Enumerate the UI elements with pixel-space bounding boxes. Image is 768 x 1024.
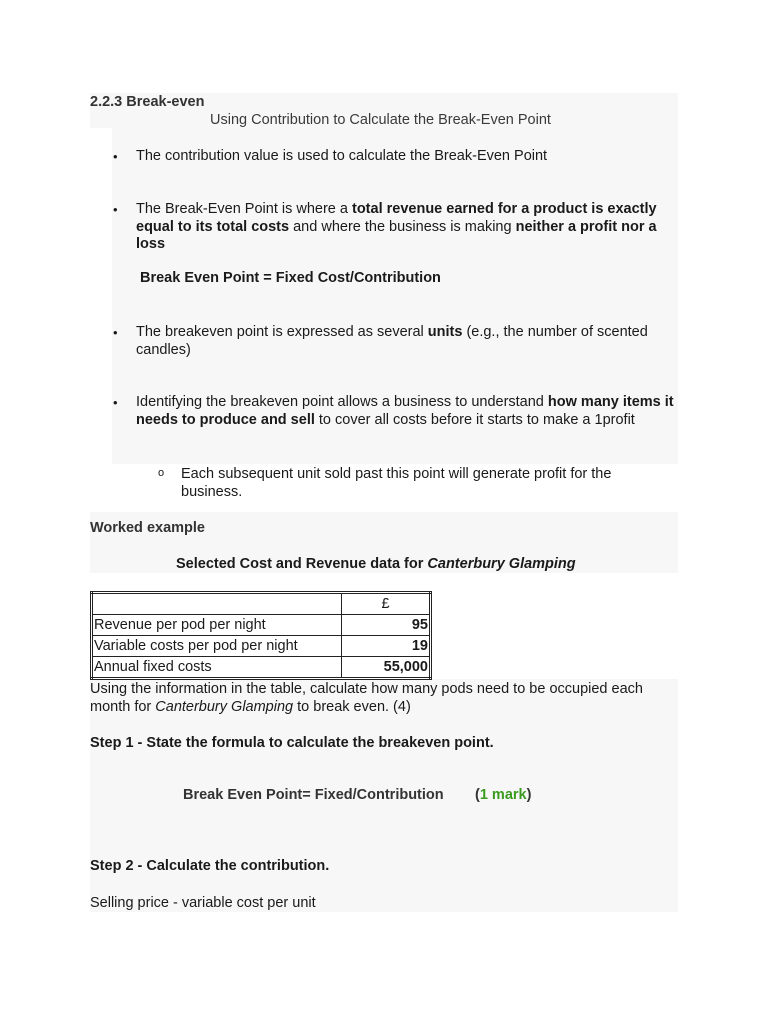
row-value: 95: [342, 615, 431, 636]
bullet-break-even-definition: [136, 201, 681, 254]
text-fragment: Using the information in the table, calculate how many pods need to be occupied each month for: [90, 681, 643, 715]
section-heading: 2.2.3 Break-even: [90, 94, 205, 110]
table-currency-header: £: [342, 593, 431, 615]
bold-fragment: total revenue earned for a product is exactly equal to its total costs: [136, 201, 657, 235]
row-value: 19: [342, 636, 431, 657]
step1-heading: Step 1 - State the formula to calculate the breakeven point.: [90, 735, 494, 751]
question-company: Canterbury Glamping: [155, 698, 294, 715]
table-title-company: Canterbury Glamping: [427, 556, 576, 572]
text-fragment: Identifying the breakeven point allows a business to understand: [136, 394, 548, 410]
text-fragment: The breakeven point is expressed as several: [136, 324, 428, 340]
bold-fragment: neither a profit nor a loss: [136, 218, 657, 252]
mark-value: 1 mark: [479, 787, 527, 803]
step1-mark: [475, 787, 531, 803]
table-row: [92, 636, 431, 657]
page-subtitle: Using Contribution to Calculate the Break-Even Point: [210, 112, 551, 128]
row-value: 55,000: [342, 657, 431, 679]
bold-fragment: units: [427, 324, 463, 340]
text-fragment: The Break-Even Point is where a: [136, 201, 352, 217]
break-even-formula: Break Even Point = Fixed Cost/Contribution: [140, 270, 441, 286]
mark-close: ): [526, 787, 532, 803]
worked-example-heading: Worked example: [90, 520, 205, 536]
text-fragment: and where the business is making: [289, 218, 516, 235]
bullet-marker: •: [113, 202, 118, 217]
question-text: [90, 681, 675, 716]
step2-heading: Step 2 - Calculate the contribution.: [90, 858, 330, 874]
sub-bullet-profit: Each subsequent unit sold past this point will generate profit for the business.: [181, 466, 612, 500]
bullet-units: [136, 324, 676, 359]
bullet-contribution: The contribution value is used to calculate the Break-Even Point: [136, 148, 548, 164]
bold-fragment: how many items it needs to produce and sell: [136, 394, 674, 428]
text-fragment: to break even. (4): [293, 698, 411, 715]
table-title: [176, 556, 576, 572]
row-label: Revenue per pod per night: [92, 615, 342, 636]
bullet-marker: •: [113, 395, 118, 410]
mark-open: (: [475, 787, 480, 803]
row-label: Variable costs per pod per night: [92, 636, 342, 657]
row-label: Annual fixed costs: [92, 657, 342, 679]
text-fragment: to cover all costs before it starts to make a 1profit: [314, 411, 635, 428]
bullet-marker: •: [113, 149, 118, 164]
text-fragment: (e.g., the number of scented candles): [136, 324, 648, 358]
step2-text: Selling price - variable cost per unit: [90, 895, 316, 911]
table-row: [92, 615, 431, 636]
table-row: [92, 657, 431, 679]
table-header-row: [92, 593, 431, 615]
bullet-identifying: [136, 394, 676, 429]
cost-revenue-table: [90, 591, 432, 680]
table-title-prefix: Selected Cost and Revenue data for: [176, 556, 428, 572]
bullet-marker: •: [113, 325, 118, 340]
sub-bullet-marker: o: [158, 467, 165, 479]
step1-formula: Break Even Point= Fixed/Contribution: [183, 787, 444, 803]
table-header-empty: [92, 593, 342, 615]
